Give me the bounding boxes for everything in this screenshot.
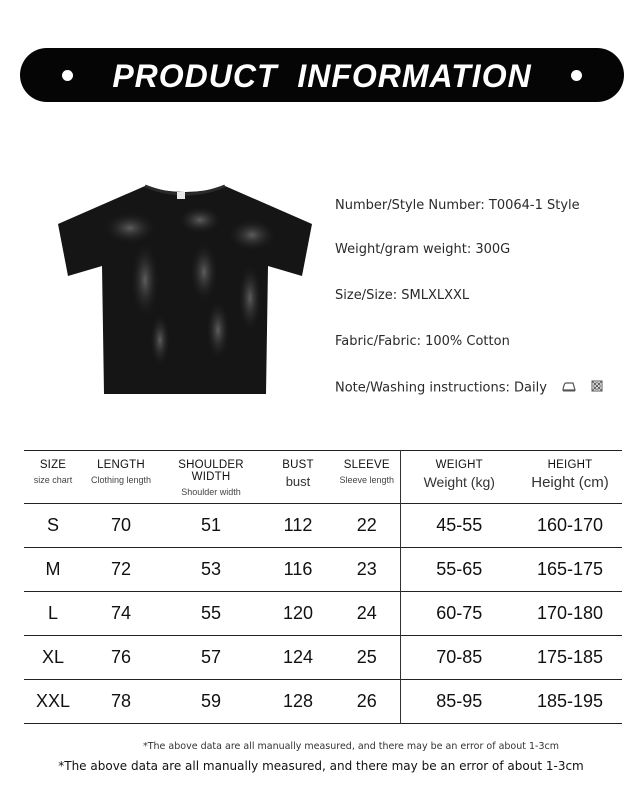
cell-sleeve: 22 [356, 515, 377, 535]
cell-size: L [47, 603, 58, 623]
measurement-note-large: *The above data are all manually measured, and there may be an error of about 1-3cm [58, 759, 584, 773]
cell-weight: 60-75 [400, 592, 518, 636]
header-shoulder-width: SHOULDER WIDTH Shoulder width [178, 459, 244, 497]
cell-height: 185-195 [536, 691, 604, 711]
cell-sleeve: 25 [356, 647, 377, 667]
cell-length: 74 [110, 603, 132, 623]
header-height: HEIGHT Height (cm) [531, 459, 609, 491]
cell-bust: 128 [282, 691, 314, 711]
cell-shoulder: 53 [200, 559, 222, 579]
spec-style-number: Number/Style Number: T0064-1 Style [335, 198, 580, 213]
cell-length: 70 [110, 515, 132, 535]
header-bust: BUST bust [282, 459, 314, 489]
spec-size: Size/Size: SMLXLXXL [335, 288, 470, 303]
cell-weight: 85-95 [400, 680, 518, 724]
cell-shoulder: 51 [200, 515, 222, 535]
size-chart-table [24, 450, 622, 724]
cell-height: 160-170 [536, 515, 604, 535]
header-sleeve: SLEEVE Sleeve length [339, 459, 395, 485]
banner-dot-right [571, 70, 582, 81]
black-tshirt-image [50, 180, 320, 400]
header-weight: WEIGHT Weight (kg) [400, 451, 518, 504]
table-row [24, 636, 622, 680]
cell-size: XXL [35, 691, 71, 711]
cell-bust: 120 [282, 603, 314, 623]
cell-height: 175-185 [536, 647, 604, 667]
header-size: SIZE size chart [33, 459, 73, 485]
cell-length: 78 [110, 691, 132, 711]
cell-shoulder: 55 [200, 603, 222, 623]
cell-weight: 55-65 [400, 548, 518, 592]
table-row [24, 592, 622, 636]
measurement-note-small: *The above data are all manually measured, and there may be an error of about 1-3cm [142, 741, 559, 752]
cell-height: 170-180 [536, 603, 604, 623]
cell-bust: 124 [282, 647, 314, 667]
cell-weight: 70-85 [400, 636, 518, 680]
header-length: LENGTH Clothing length [90, 459, 152, 485]
cell-size: XL [41, 647, 65, 667]
cell-weight: 45-55 [400, 504, 518, 548]
spec-weight: Weight/gram weight: 300G [335, 242, 511, 257]
table-row [24, 680, 622, 724]
cell-height: 165-175 [536, 559, 604, 579]
care-icons [561, 380, 605, 396]
product-information-banner [20, 48, 624, 102]
spec-fabric: Fabric/Fabric: 100% Cotton [335, 334, 510, 349]
table-row [24, 548, 622, 592]
cell-sleeve: 26 [356, 691, 377, 711]
cell-shoulder: 59 [200, 691, 222, 711]
cell-sleeve: 23 [356, 559, 377, 579]
iron-icon [561, 380, 577, 392]
cell-length: 72 [110, 559, 132, 579]
no-tumble-dry-icon [589, 380, 605, 392]
cell-size: S [46, 515, 59, 535]
spec-washing-text: Note/Washing instructions: Daily [335, 380, 547, 396]
cell-bust: 116 [283, 559, 313, 579]
spec-washing [335, 380, 605, 396]
cell-size: M [45, 559, 61, 579]
size-chart-header-row [24, 451, 622, 504]
banner-title: PRODUCT INFORMATION [112, 58, 532, 94]
table-row [24, 504, 622, 548]
cell-length: 76 [110, 647, 132, 667]
cell-sleeve: 24 [356, 603, 377, 623]
cell-shoulder: 57 [200, 647, 222, 667]
cell-bust: 112 [283, 515, 313, 535]
